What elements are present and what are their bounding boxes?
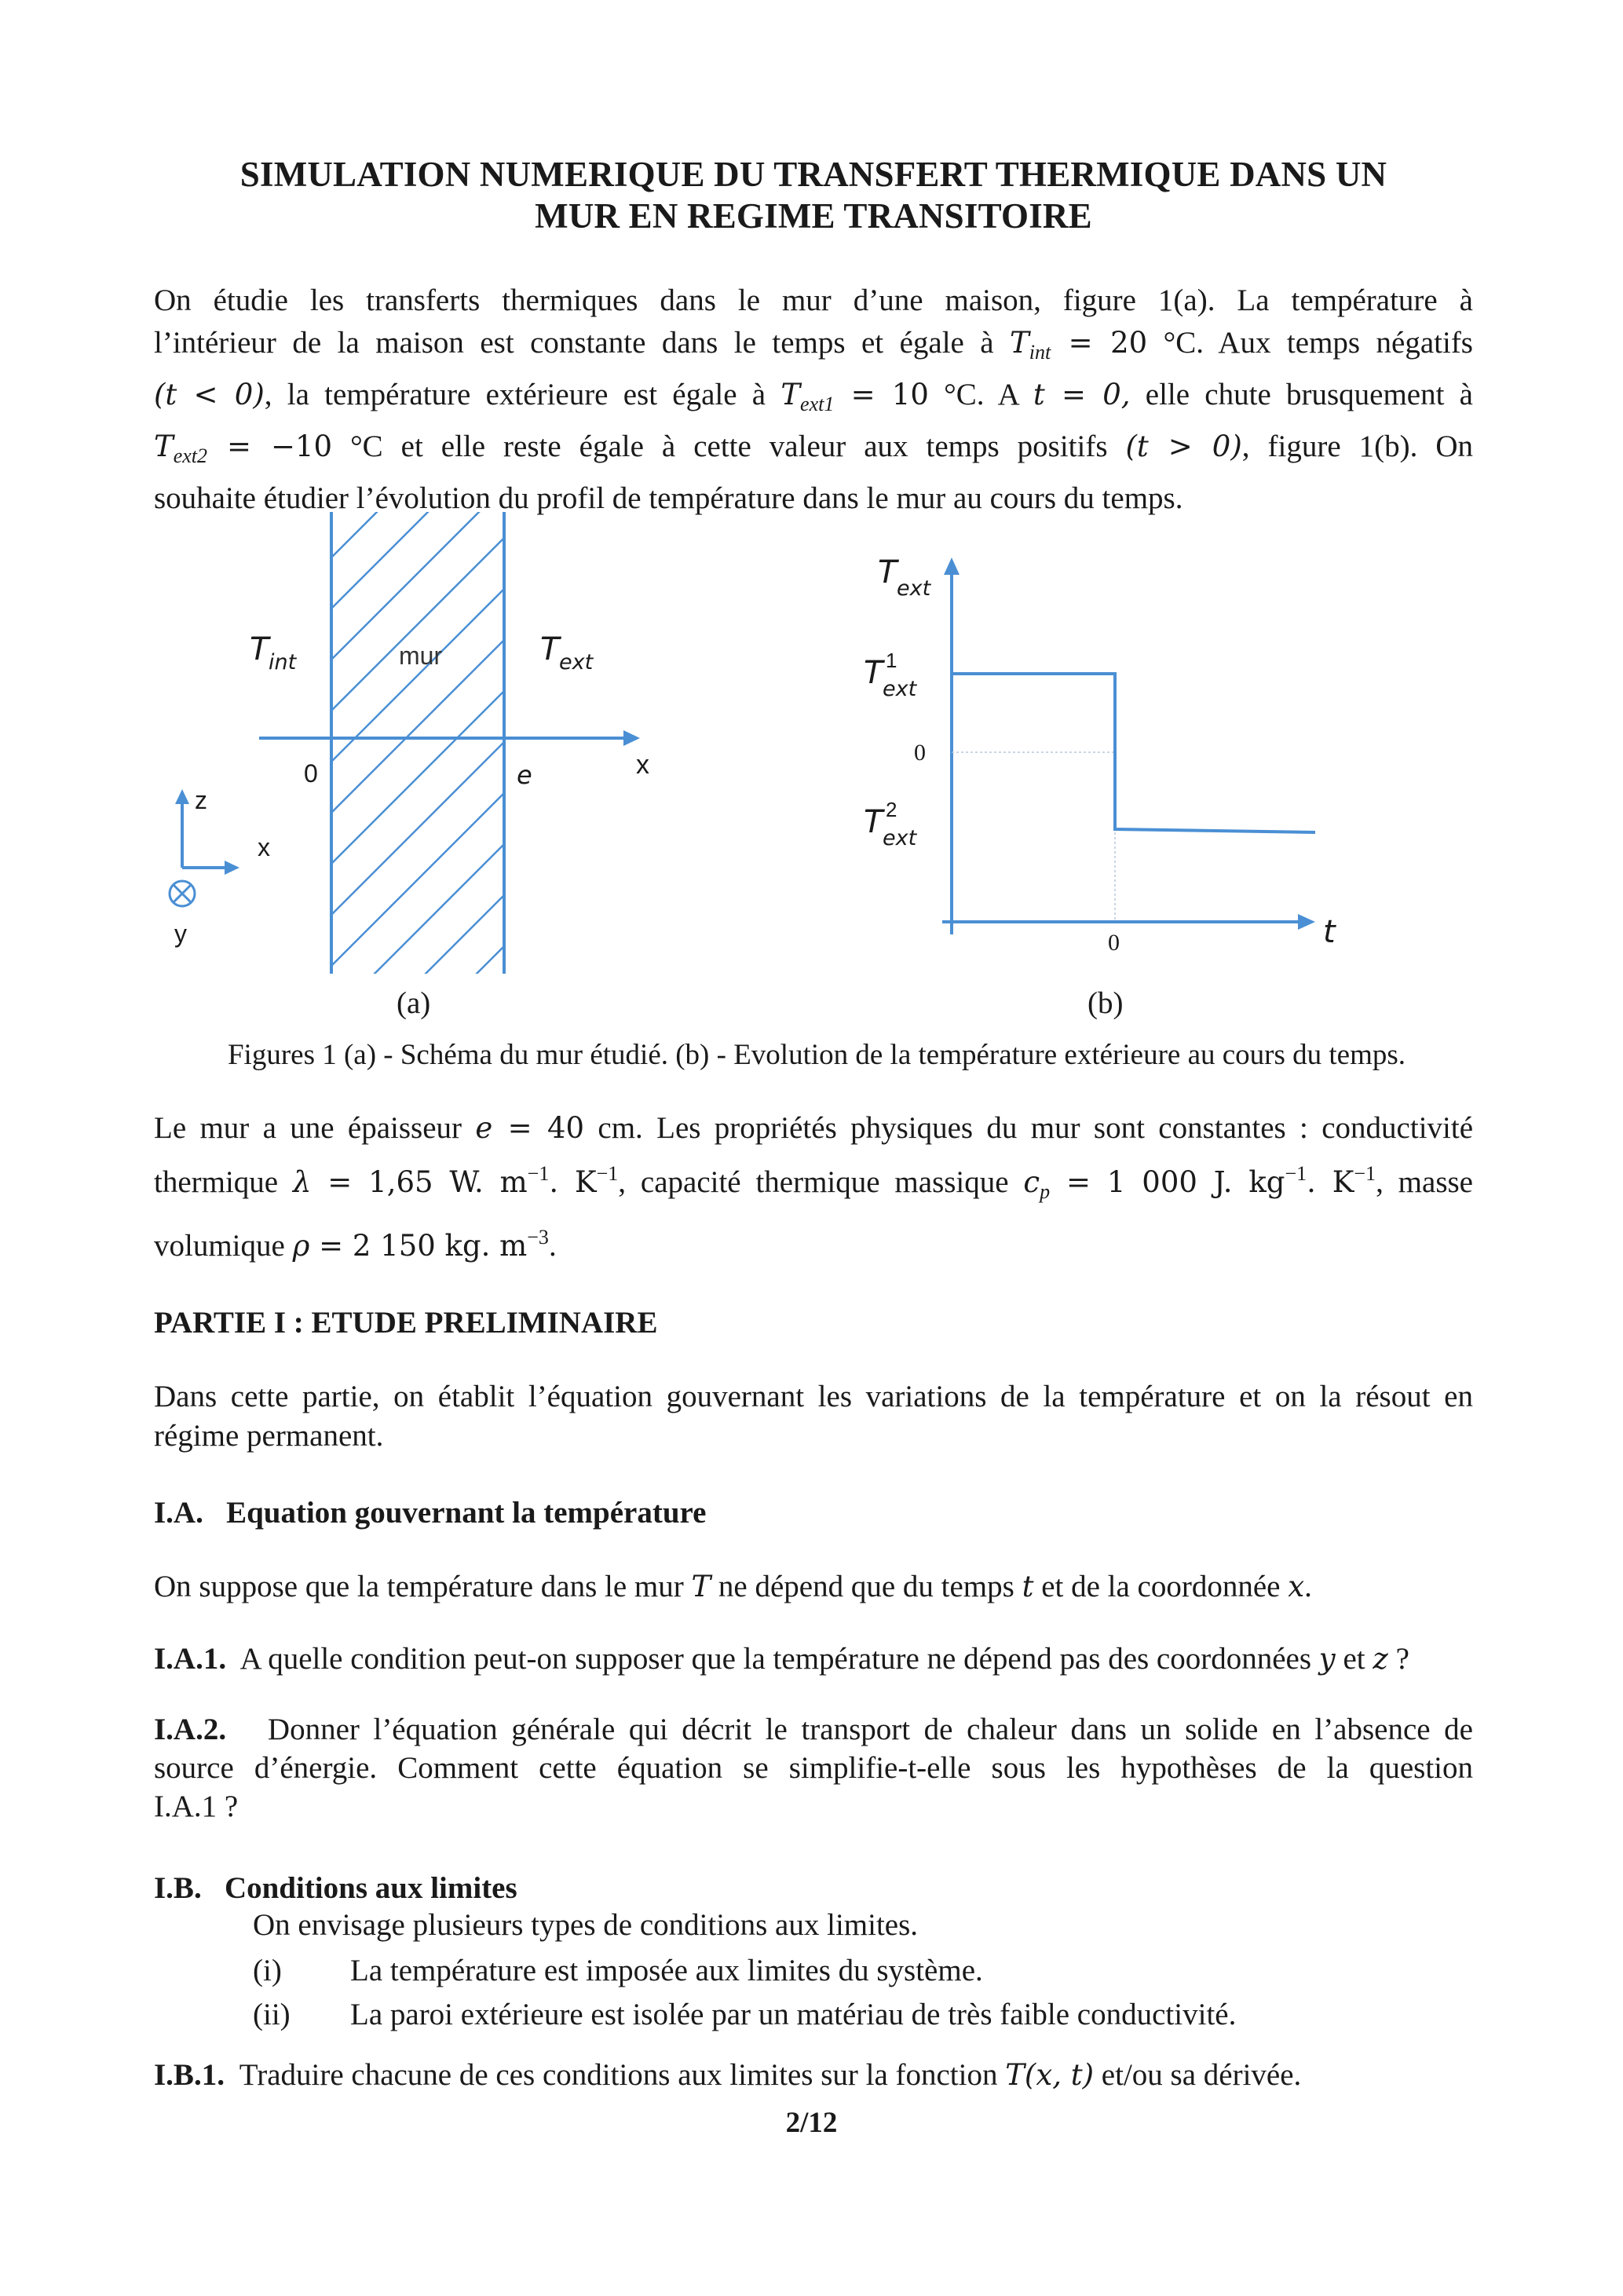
properties-line-3: volumique ρ = 2 150 kg. $m^{-3}$. — [154, 1226, 557, 1263]
fig-b-t1-sub: ext — [883, 677, 917, 701]
fig-b-text-label: T — [878, 554, 897, 590]
list-item: (i) La température est imposée aux limites du système. — [253, 1954, 983, 1987]
fig-a-text-sub: ext — [559, 650, 594, 675]
figure-b-temperature-evolution — [848, 542, 1351, 982]
page-number: 2/12 — [785, 2107, 838, 2139]
properties-line-1: Le mur a une épaisseur e = 40 cm. Les propriétés physiques du mur sont constantes : conductivité — [154, 1111, 1474, 1145]
fig-b-t2-sup: 2 — [886, 798, 897, 821]
document-title — [154, 154, 1473, 237]
wall-hatching — [331, 510, 504, 1013]
fig-b-t1-label: T — [864, 655, 883, 691]
intro-line-4: $T_{ext2} = -10$ °C et elle reste égale à cette valeur aux temps positifs (t > 0), figure 1(b). On — [154, 430, 1473, 467]
title-line-1: SIMULATION NUMERIQUE DU TRANSFERT THERMIQUE DANS UN — [239, 155, 1387, 194]
intro-paragraph — [154, 280, 1473, 520]
section-ib-list — [253, 1949, 1236, 2037]
question-ia1: I.A.1. A quelle condition peut-on supposer que la température ne dépend pas des coordonnées y et z ? — [154, 1642, 1409, 1676]
frame-z-label: z — [195, 786, 207, 814]
figure-a-label: (a) — [397, 986, 431, 1020]
fig-b-t-label: t — [1323, 914, 1336, 950]
fig-a-tint-sub: int — [269, 650, 297, 675]
fig-b-zero-t: 0 — [1108, 930, 1120, 956]
list-item: (ii) La paroi extérieure est isolée par un matériau de très faible conductivité. — [253, 1998, 1237, 2031]
into-page-symbol-icon — [170, 881, 195, 906]
fig-b-zero-y: 0 — [914, 740, 926, 766]
figure-a-wall-schematic — [149, 510, 699, 1013]
fig-b-step-curve — [952, 674, 1315, 832]
fig-a-e-label: e — [517, 760, 532, 790]
fig-b-t2-label: T — [864, 804, 883, 840]
fig-b-y-arrow — [944, 558, 960, 575]
intro-line-3: (t < 0), la température extérieure est égale à $T_{ext1} = 10$ °C. A t = 0, elle chute brusquement à — [154, 378, 1473, 415]
section-ia-heading: I.A. Equation gouvernant la température — [154, 1496, 707, 1530]
fig-a-text-label: T — [540, 631, 560, 667]
figure-b-label: (b) — [1087, 986, 1124, 1020]
fig-b-t1-sup: 1 — [886, 649, 897, 672]
intro-line-2: l’intérieur de la maison est constante dans le temps et égale à $T_{int} = 20$ °C. Aux temps négatifs — [154, 326, 1473, 364]
partie-1-heading: PARTIE I : ETUDE PRELIMINAIRE — [154, 1306, 658, 1340]
fig-b-t2-sub: ext — [883, 826, 917, 850]
intro-line-5: souhaite étudier l’évolution du profil de température dans le mur au cours du temps. — [154, 481, 1183, 515]
frame-z-arrow — [175, 789, 189, 804]
partie-1-intro — [154, 1377, 1473, 1456]
title-line-2: MUR EN REGIME TRANSITOIRE — [535, 196, 1092, 236]
properties-paragraph — [154, 1106, 1473, 1269]
frame-y-label: y — [174, 919, 187, 948]
section-ib-heading: I.B. Conditions aux limites — [154, 1871, 517, 1905]
fig-a-x-label: x — [636, 750, 649, 780]
properties-line-2: thermique λ = 1,65 W. $m^{-1}$. $K^{-1}$, capacité thermique massique $c_p = 1$ 000 J. $kg^{-1}$. $K^{-1}$, masse — [154, 1162, 1473, 1203]
fig-b-text-sub: ext — [897, 576, 931, 601]
question-ia2: I.A.2. Donner l’équation générale qui décrit le transport de chaleur dans un solide en l’absence de source d’énergie. Comment cette équation se simplifie-t-elle sous les hypothèses de la question I.A.1 ? — [154, 1713, 1473, 1823]
fig-a-mur-label: mur — [399, 642, 443, 670]
section-ib-intro: On envisage plusieurs types de conditions aux limites. — [253, 1908, 919, 1942]
partie-1-intro-line-2: régime permanent. — [154, 1419, 384, 1453]
fig-a-tint-label: T — [250, 631, 269, 667]
partie-1-intro-line-1: Dans cette partie, on établit l’équation gouvernant les variations de la température et on la résout en — [154, 1380, 1473, 1413]
x-axis-arrow — [623, 730, 640, 746]
frame-x-label: x — [258, 833, 270, 861]
figure-caption: Figures 1 (a) - Schéma du mur étudié. (b) - Evolution de la température extérieure au cours du temps. — [227, 1039, 1406, 1071]
question-ib1: I.B.1. Traduire chacune de ces conditions aux limites sur la fonction T(x, t) et/ou sa dérivée. — [154, 2058, 1302, 2092]
section-ia-text: On suppose que la température dans le mur T ne dépend que du temps t et de la coordonnée x. — [154, 1570, 1312, 1603]
frame-x-arrow — [225, 861, 239, 875]
intro-line-1: On étudie les transferts thermiques dans le mur d’une maison, figure 1(a). La température à — [154, 283, 1473, 317]
fig-b-t-arrow — [1298, 914, 1315, 930]
fig-a-origin-label: 0 — [304, 759, 318, 788]
